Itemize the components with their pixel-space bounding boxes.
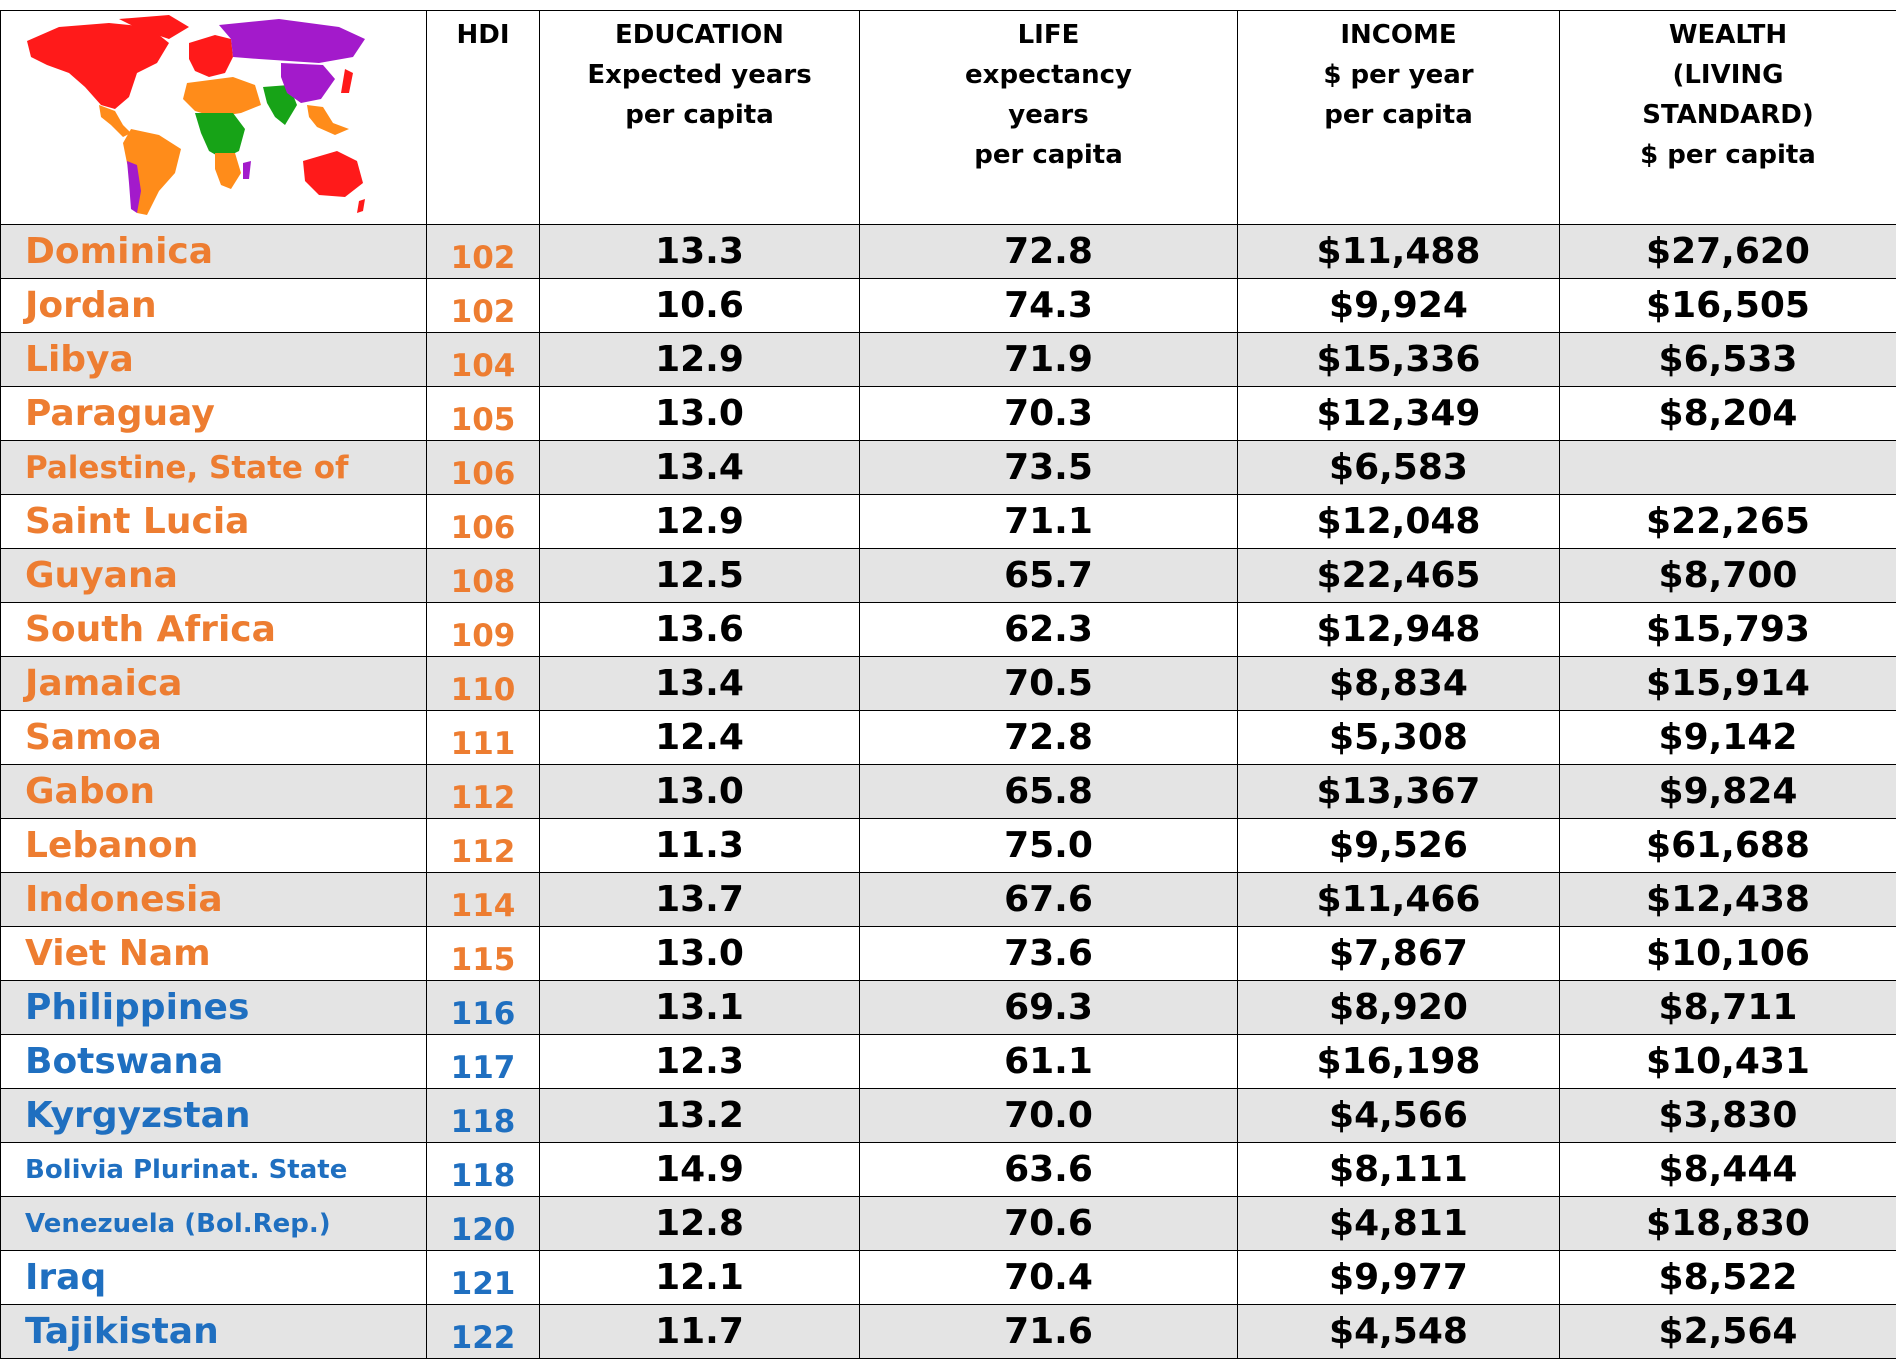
wealth-cell xyxy=(1560,441,1896,495)
country-cell: Venezuela (Bol.Rep.) xyxy=(1,1197,427,1251)
income-header-line-2: $ per year xyxy=(1238,55,1559,95)
income-cell: $4,811 xyxy=(1238,1197,1560,1251)
country-cell: Philippines xyxy=(1,981,427,1035)
life-cell: 71.1 xyxy=(860,495,1238,549)
income-cell: $8,111 xyxy=(1238,1143,1560,1197)
wealth-cell: $18,830 xyxy=(1560,1197,1896,1251)
income-cell: $4,548 xyxy=(1238,1305,1560,1359)
table-row xyxy=(1,1197,1896,1251)
table-row xyxy=(1,711,1896,765)
life-cell: 73.5 xyxy=(860,441,1238,495)
income-cell: $15,336 xyxy=(1238,333,1560,387)
hdi-cell: 112 xyxy=(427,819,540,873)
life-cell: 65.8 xyxy=(860,765,1238,819)
life-cell: 73.6 xyxy=(860,927,1238,981)
table-row xyxy=(1,1305,1896,1359)
hdi-cell: 117 xyxy=(427,1035,540,1089)
table-row xyxy=(1,441,1896,495)
hdi-cell: 106 xyxy=(427,441,540,495)
table-row xyxy=(1,819,1896,873)
life-cell: 62.3 xyxy=(860,603,1238,657)
life-header-line-3: years xyxy=(860,95,1237,135)
education-cell: 13.2 xyxy=(540,1089,860,1143)
hdi-cell: 120 xyxy=(427,1197,540,1251)
country-cell: Tajikistan xyxy=(1,1305,427,1359)
education-header-line-1: EDUCATION xyxy=(540,11,859,55)
table-row xyxy=(1,927,1896,981)
education-cell: 12.3 xyxy=(540,1035,860,1089)
table-row xyxy=(1,1143,1896,1197)
table-row xyxy=(1,279,1896,333)
education-cell: 13.0 xyxy=(540,765,860,819)
hdi-cell: 106 xyxy=(427,495,540,549)
education-cell: 12.5 xyxy=(540,549,860,603)
table-row xyxy=(1,603,1896,657)
life-cell: 71.9 xyxy=(860,333,1238,387)
wealth-cell: $15,793 xyxy=(1560,603,1896,657)
header-row xyxy=(1,11,1896,225)
life-cell: 72.8 xyxy=(860,711,1238,765)
hdi-cell: 104 xyxy=(427,333,540,387)
life-cell: 75.0 xyxy=(860,819,1238,873)
education-cell: 13.3 xyxy=(540,225,860,279)
table-row xyxy=(1,1251,1896,1305)
education-cell: 12.9 xyxy=(540,495,860,549)
education-cell: 13.4 xyxy=(540,441,860,495)
country-cell: Botswana xyxy=(1,1035,427,1089)
world-map-cell xyxy=(1,11,427,225)
wealth-header-line-4: $ per capita xyxy=(1560,135,1896,175)
wealth-cell: $15,914 xyxy=(1560,657,1896,711)
country-cell: Palestine, State of xyxy=(1,441,427,495)
life-header-line-2: expectancy xyxy=(860,55,1237,95)
life-cell: 70.5 xyxy=(860,657,1238,711)
income-cell: $16,198 xyxy=(1238,1035,1560,1089)
education-cell: 11.7 xyxy=(540,1305,860,1359)
table-row xyxy=(1,495,1896,549)
life-cell: 69.3 xyxy=(860,981,1238,1035)
income-cell: $9,526 xyxy=(1238,819,1560,873)
hdi-header xyxy=(427,11,540,225)
country-cell: Gabon xyxy=(1,765,427,819)
wealth-cell: $8,204 xyxy=(1560,387,1896,441)
wealth-cell: $22,265 xyxy=(1560,495,1896,549)
education-header xyxy=(540,11,860,225)
income-cell: $5,308 xyxy=(1238,711,1560,765)
table-row xyxy=(1,333,1896,387)
country-cell: Jordan xyxy=(1,279,427,333)
hdi-cell: 105 xyxy=(427,387,540,441)
hdi-cell: 111 xyxy=(427,711,540,765)
life-cell: 71.6 xyxy=(860,1305,1238,1359)
table-row xyxy=(1,387,1896,441)
education-cell: 12.1 xyxy=(540,1251,860,1305)
wealth-header-line-3: STANDARD) xyxy=(1560,95,1896,135)
hdi-cell: 115 xyxy=(427,927,540,981)
income-cell: $8,920 xyxy=(1238,981,1560,1035)
country-cell: Iraq xyxy=(1,1251,427,1305)
hdi-cell: 116 xyxy=(427,981,540,1035)
hdi-table-wrapper xyxy=(0,10,1896,1359)
country-cell: Viet Nam xyxy=(1,927,427,981)
wealth-cell: $8,522 xyxy=(1560,1251,1896,1305)
hdi-cell: 109 xyxy=(427,603,540,657)
wealth-cell: $10,106 xyxy=(1560,927,1896,981)
income-cell: $12,048 xyxy=(1238,495,1560,549)
income-cell: $12,349 xyxy=(1238,387,1560,441)
wealth-cell: $8,444 xyxy=(1560,1143,1896,1197)
country-cell: Libya xyxy=(1,333,427,387)
income-cell: $22,465 xyxy=(1238,549,1560,603)
education-cell: 14.9 xyxy=(540,1143,860,1197)
wealth-header-line-1: WEALTH xyxy=(1560,11,1896,55)
wealth-header xyxy=(1560,11,1896,225)
income-header xyxy=(1238,11,1560,225)
income-cell: $13,367 xyxy=(1238,765,1560,819)
hdi-cell: 118 xyxy=(427,1089,540,1143)
income-cell: $8,834 xyxy=(1238,657,1560,711)
wealth-cell: $2,564 xyxy=(1560,1305,1896,1359)
income-cell: $6,583 xyxy=(1238,441,1560,495)
table-row xyxy=(1,765,1896,819)
education-cell: 13.0 xyxy=(540,927,860,981)
wealth-cell: $8,700 xyxy=(1560,549,1896,603)
life-header-line-1: LIFE xyxy=(860,11,1237,55)
world-map-icon xyxy=(19,13,369,223)
education-cell: 13.6 xyxy=(540,603,860,657)
table-row xyxy=(1,225,1896,279)
table-row xyxy=(1,549,1896,603)
wealth-header-line-2: (LIVING xyxy=(1560,55,1896,95)
country-cell: Lebanon xyxy=(1,819,427,873)
life-cell: 70.0 xyxy=(860,1089,1238,1143)
country-cell: Saint Lucia xyxy=(1,495,427,549)
hdi-cell: 112 xyxy=(427,765,540,819)
income-header-line-1: INCOME xyxy=(1238,11,1559,55)
income-cell: $12,948 xyxy=(1238,603,1560,657)
life-cell: 72.8 xyxy=(860,225,1238,279)
table-row xyxy=(1,657,1896,711)
education-header-line-2: Expected years xyxy=(540,55,859,95)
hdi-cell: 121 xyxy=(427,1251,540,1305)
hdi-cell: 102 xyxy=(427,279,540,333)
education-cell: 12.8 xyxy=(540,1197,860,1251)
country-cell: Paraguay xyxy=(1,387,427,441)
education-cell: 12.9 xyxy=(540,333,860,387)
country-cell: Samoa xyxy=(1,711,427,765)
education-cell: 12.4 xyxy=(540,711,860,765)
country-cell: Jamaica xyxy=(1,657,427,711)
wealth-cell: $12,438 xyxy=(1560,873,1896,927)
hdi-cell: 122 xyxy=(427,1305,540,1359)
life-cell: 67.6 xyxy=(860,873,1238,927)
wealth-cell: $9,824 xyxy=(1560,765,1896,819)
wealth-cell: $10,431 xyxy=(1560,1035,1896,1089)
country-cell: South Africa xyxy=(1,603,427,657)
wealth-cell: $3,830 xyxy=(1560,1089,1896,1143)
hdi-cell: 114 xyxy=(427,873,540,927)
life-cell: 70.6 xyxy=(860,1197,1238,1251)
hdi-cell: 102 xyxy=(427,225,540,279)
income-cell: $4,566 xyxy=(1238,1089,1560,1143)
life-cell: 61.1 xyxy=(860,1035,1238,1089)
income-cell: $9,977 xyxy=(1238,1251,1560,1305)
education-cell: 13.7 xyxy=(540,873,860,927)
life-header-line-4: per capita xyxy=(860,135,1237,175)
education-cell: 10.6 xyxy=(540,279,860,333)
wealth-cell: $9,142 xyxy=(1560,711,1896,765)
education-cell: 13.1 xyxy=(540,981,860,1035)
country-cell: Kyrgyzstan xyxy=(1,1089,427,1143)
life-header xyxy=(860,11,1238,225)
life-cell: 65.7 xyxy=(860,549,1238,603)
life-cell: 74.3 xyxy=(860,279,1238,333)
education-cell: 11.3 xyxy=(540,819,860,873)
table-body xyxy=(1,225,1896,1359)
hdi-cell: 110 xyxy=(427,657,540,711)
table-row xyxy=(1,981,1896,1035)
income-cell: $11,488 xyxy=(1238,225,1560,279)
country-cell: Guyana xyxy=(1,549,427,603)
wealth-cell: $27,620 xyxy=(1560,225,1896,279)
hdi-cell: 118 xyxy=(427,1143,540,1197)
education-header-line-3: per capita xyxy=(540,95,859,135)
hdi-header-line-1: HDI xyxy=(427,11,539,55)
country-cell: Dominica xyxy=(1,225,427,279)
life-cell: 70.3 xyxy=(860,387,1238,441)
income-header-line-3: per capita xyxy=(1238,95,1559,135)
wealth-cell: $6,533 xyxy=(1560,333,1896,387)
income-cell: $9,924 xyxy=(1238,279,1560,333)
life-cell: 63.6 xyxy=(860,1143,1238,1197)
education-cell: 13.0 xyxy=(540,387,860,441)
wealth-cell: $16,505 xyxy=(1560,279,1896,333)
country-cell: Indonesia xyxy=(1,873,427,927)
education-cell: 13.4 xyxy=(540,657,860,711)
income-cell: $11,466 xyxy=(1238,873,1560,927)
table-row xyxy=(1,1035,1896,1089)
hdi-cell: 108 xyxy=(427,549,540,603)
table-row xyxy=(1,873,1896,927)
wealth-cell: $8,711 xyxy=(1560,981,1896,1035)
hdi-table xyxy=(0,10,1896,1359)
country-cell: Bolivia Plurinat. State xyxy=(1,1143,427,1197)
life-cell: 70.4 xyxy=(860,1251,1238,1305)
wealth-cell: $61,688 xyxy=(1560,819,1896,873)
income-cell: $7,867 xyxy=(1238,927,1560,981)
table-row xyxy=(1,1089,1896,1143)
